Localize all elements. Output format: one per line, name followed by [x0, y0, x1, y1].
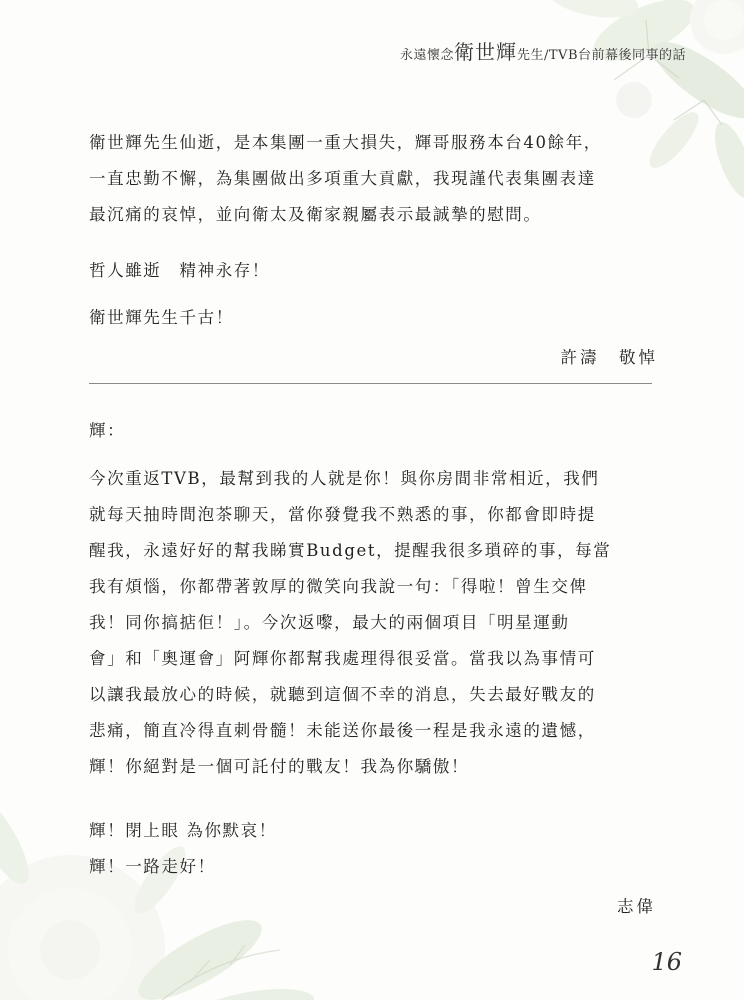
tribute-1-motto — [89, 253, 655, 289]
paragraph-line: 最沉痛的哀悼，並向衛太及衛家親屬表示最誠摯的慰問。 — [89, 205, 542, 224]
header-suffix: 先生/TVB台前幕後同事的話 — [517, 48, 686, 63]
tribute-2-salutation — [89, 413, 655, 449]
paragraph-line: 輝！你絕對是一個可託付的戰友！我為你驕傲！ — [89, 757, 470, 776]
running-header — [400, 36, 686, 65]
paragraph-line: 今次重返TVB，最幫到我的人就是你！與你房間非常相近，我們 — [89, 469, 600, 488]
page-number: 16 — [651, 948, 682, 976]
paragraph-line: 就每天抽時間泡茶聊天，當你發覺我不熟悉的事，你都會即時提 — [89, 505, 596, 524]
paragraph-line: 我！同你搞掂佢！」。今次返嚟，最大的兩個項目「明星運動 — [89, 613, 570, 632]
paragraph-line: 醒我，永遠好好的幫我睇實Budget，提醒我很多瑣碎的事，每當 — [89, 541, 612, 560]
section-divider — [89, 383, 652, 384]
salutation-line: 輝： — [89, 421, 126, 440]
paragraph-line: 衛世輝先生仙逝，是本集團一重大損失，輝哥服務本台40餘年， — [89, 133, 602, 152]
paragraph-line: 一直忠勤不懈，為集團做出多項重大貢獻，我現謹代表集團表達 — [89, 169, 596, 188]
paragraph-line: 我有煩惱，你都帶著敦厚的微笑向我說一句：「得啦！曾生交俾 — [89, 577, 588, 596]
paragraph-line: 悲痛，簡直冷得直刺骨髓！未能送你最後一程是我永遠的遺憾， — [89, 721, 596, 740]
tribute-2-paragraph — [89, 461, 655, 785]
tribute-1-paragraph — [89, 125, 655, 233]
paragraph-line: 以讓我最放心的時候，就聽到這個不幸的消息，失去最好戰友的 — [89, 685, 596, 704]
farewell-line: 衛世輝先生千古！ — [89, 308, 234, 327]
paragraph-line: 會」和「奧運會」阿輝你都幫我處理得很妥當。當我以為事情可 — [89, 649, 596, 668]
header-prefix: 永遠懷念 — [399, 48, 454, 63]
closing-line: 輝！一路走好！ — [89, 857, 216, 876]
motto-line: 哲人雖逝 精神永存！ — [89, 261, 270, 280]
tribute-2-signature: 志偉 — [617, 897, 656, 916]
tribute-1-farewell — [89, 300, 655, 336]
tribute-2-closing — [89, 813, 655, 885]
tribute-1-signature: 許濤 敬悼 — [560, 348, 658, 367]
closing-line: 輝！閉上眼 為你默哀！ — [89, 821, 277, 840]
header-name: 衛世輝 — [454, 40, 517, 64]
